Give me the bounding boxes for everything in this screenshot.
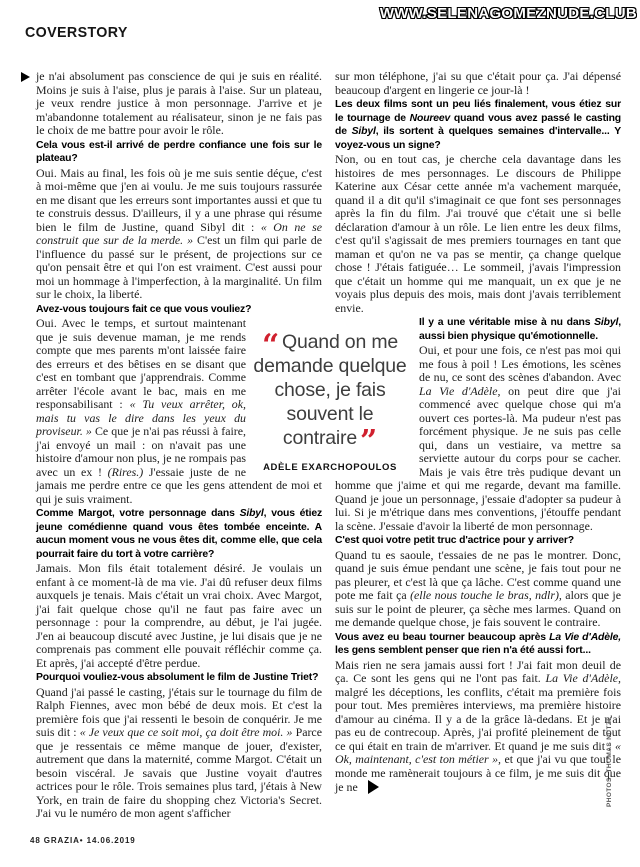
text-run: (elle nous touche le bras, ndlr), [410, 588, 562, 602]
text-run: Quand tu es saoule, t'essaies de ne pas le montrer. Donc, quand je suis émue pendant une scène, je fais tout pour ne pas pleurer, et c'est là que ça lâche. C'est comme quand une pote me fait ça [335, 547, 621, 602]
text-run: Pourquoi vouliez-vous absolument le film de Justine Triet? [36, 672, 319, 683]
text-run: Sibyl [351, 126, 376, 137]
text-run: quand vous avez passé le casting de [335, 112, 622, 137]
text-run: Oui. Avec le temps, et surtout maintenant que je suis devenue maman, je me rends compte que mes parents m'ont laissée faire des erreurs et des bêtises en se disant que c'est en tombant que j'apprendrais. Comme arrêter l'école avant le bac, mais en me responsabilisant : [36, 316, 246, 411]
answer-block [335, 549, 621, 630]
pull-quote [246, 330, 414, 480]
continued-from-arrow [21, 72, 30, 82]
magazine-name: GRAZIA [43, 836, 80, 845]
photo-credit: PHOTOS: THOMAS NUTZL [606, 716, 613, 807]
text-run: , aussi bien physique qu'émotionnelle. [419, 317, 621, 342]
text-run: La Vie d'Adèle, [549, 631, 621, 643]
text-run: alors que je suis sur le point de pleurer, ça sèche mes larmes. Quand on me demande quelque chose, je fais souvent le contraire. [335, 588, 621, 629]
section-kicker: COVERSTORY [25, 24, 128, 41]
text-run: sur mon téléphone, j'ai su que c'était pour ça. J'ai dépensé beaucoup d'argent en lingerie ce jour-là ! [335, 69, 621, 97]
answer-block [36, 70, 322, 138]
text-run: (Rires.) [107, 464, 144, 479]
text-run: Ce que je n'ai pas réussi à faire, j'ai envoyé un mail : on n'avait pas une histoire d'amour non plus, je ne rompais pas avec un ex ! [36, 424, 246, 479]
text-run: les gens semblent penser que rien n'a été aussi fort... [335, 645, 591, 656]
text-run: Oui, et pour une fois, ce n'est pas moi qui me fous à poil ! Les émotions, les scènes de nu, ce sont des scènes d'abandon. Avec [419, 343, 621, 384]
text-run: Quand j'ai passé le casting, j'étais sur le tournage du film de Ralph Fiennes, avec mon bébé de deux mois. Et c'est la première fois que j'ai ressenti le besoin de conquérir. Je me suis dit : [36, 684, 322, 739]
question-block [36, 139, 322, 166]
text-run: « Je veux que ce soit moi, ça doit être moi. » [79, 725, 293, 739]
text-run: « On ne se construit que sur de la merde. » [36, 219, 323, 247]
text-run: Sibyl [594, 317, 619, 328]
page-number: 48 [30, 836, 41, 845]
text-run: « Tu veux arrêter, ok, mais tu vas le dire dans les yeux du proviseur. » [36, 397, 246, 438]
answer-block [335, 153, 621, 315]
text-run: et que j'ai vu que tout le monde me ramènerait toujours à ce film, je me suis dit que je ne [335, 752, 621, 794]
text-run: Cela vous est-il arrivé de perdre confiance une fois sur le plateau? [36, 139, 322, 164]
answer-block [36, 686, 322, 821]
answer-block [335, 70, 621, 97]
open-quote-mark: “ [261, 328, 280, 363]
question-block [335, 534, 621, 548]
text-run: Vous avez eu beau tourner beaucoup après [335, 631, 550, 643]
text-run: La Vie d'Adèle, [545, 671, 622, 685]
text-run: , ils sortent à quelques semaines d'intervalle... Y voyez-vous un signe? [335, 126, 621, 151]
text-run: Il y a une véritable mise à nu dans [419, 317, 595, 328]
watermark-text: WWW.SELENAGOMEZNUDE.CLUB [379, 5, 637, 22]
question-block [36, 507, 322, 561]
text-run: J'essaie juste de ne jamais me perdre entre ce que les gens attendent de moi et qui je suis vraiment. [36, 464, 322, 506]
text-run: Sibyl [239, 508, 264, 519]
text-run: Avez-vous toujours fait ce que vous vouliez? [36, 303, 252, 315]
text-run: « Ok, maintenant, c'est ton métier », [335, 738, 621, 766]
text-run: C'est un film qui parle de l'influence du passé sur le présent, de projections sur ce qu'on pensait être et qui l'on est vraiment. C'est aussi pour moi un hommage à l'imperfection, à la marginalité. Un film sur le choix, la liberté. [36, 233, 322, 301]
answer-block [36, 167, 322, 302]
pull-quote-text: Quand on me demande quelque chose, je fais souvent le contraire [253, 331, 407, 449]
text-run: Mais rien ne sera jamais aussi fort ! J'ai fait mon deuil de ça. Ce sont les gens qui ne l'ont pas fait. [335, 657, 621, 685]
text-run: on peut dire que j'ai commencé avec quelque chose qui m'a ouvert ces portes-là. Ma pudeur n'est pas forcément physique. Je ne suis pas celle qui, dans un vestiaire, va mettre sa serviette autour du corps pour se cacher. Mais je vais être très pudique devant un homme que j'aime et qui me regarde, devant ma famille. Quand je joue un personnage, j'essaie d'adopter sa pudeur à lui. Si je m'étrique dans mes conventions, j'étouffe pendant la scène. J'essaie d'avoir la liberté de mon personnage. [335, 383, 621, 533]
text-run: je n'ai absolument pas conscience de qui je suis en réalité. Moins je suis à l'aise, plus je parais à l'aise. Sur un plateau, je veux rendre justice à mon personnage. J'arrive et je m'abandonne totalement au réalisateur, sinon je ne fais pas le choix de me battre pour avoir le rôle. [36, 69, 322, 137]
text-run: malgré les déceptions, les conflits, c'était ma première fois pour tout. Mes premières interviews, ma première histoire d'amour au cinéma. Il y a de la grâce là-dedans. Et je n'ai pas eu de contrecoup. Après, j'ai profité pleinement de tout ce qui était en train de m'arriver. Et quand je me suis dit : [335, 684, 621, 753]
issue-date: 14.06.2019 [86, 836, 136, 845]
text-run: Parce que je ressentais ce même manque de jouer, d'exister, autrement que dans la maternité, comme Margot. C'était un besoin viscéral. Je savais que Justine voyait d'autres actrices pour le rôle. Trois semaines plus tard, j'étais à New York, en train de faire du shopping chez Victoria's Secret. J'ai vu le numéro de mon agent s'afficher [36, 725, 322, 820]
answer-block [36, 562, 322, 670]
pull-quote-attribution: ADÈLE EXARCHOPOULOS [263, 462, 397, 473]
continues-on-arrow [368, 780, 379, 794]
text-run: C'est quoi votre petit truc d'actrice pour y arriver? [335, 535, 574, 546]
close-quote-mark: ” [360, 424, 378, 459]
text-run: Comme Margot, votre personnage dans [36, 508, 240, 519]
page-footer [30, 836, 136, 845]
text-run: Jamais. Mon fils était totalement désiré. Je voulais un enfant à ce moment-là de ma vie. J'ai dû refuser deux films auxquels je tenais. Mais c'était un vrai choix. Avec Margot, j'ai fait quelque chose qu'il ne faut pas faire avec un personnage : pour la comprendre, au début, je l'ai jugée. J'en ai beaucoup discuté avec Justine, je lui disais que je ne comprenais pas comment elle pouvait réfléchir comme ça. Et après, j'ai accepté d'être perdue. [36, 561, 322, 670]
question-block [335, 631, 621, 658]
footer-separator: • [79, 836, 84, 845]
text-run: Les deux films sont un peu liés finalement, vous étiez sur le tournage de [335, 99, 621, 124]
text-run: Non, ou en tout cas, je cherche cela davantage dans les histoires de mes personnages. Le discours de Philippe Katerine aux César cette année m'a vachement marquée, quand il a dit qu'il s'imaginait ce que font ses personnages après la fin du film. J'ai trouvé que c'était une si belle déclaration d'amour à un rôle. Le lien entre les deux films, c'est qu'il s'agissait de mes premiers tournages en tant que maman et qu'on ne va pas se mentir, ça change quelque chose ! J'étais fatiguée… Le sommeil, j'avais l'impression que c'était un homme qui me manquait, un ex que je ne voyais plus depuis des mois, mais dont j'avais terriblement envie. [335, 152, 621, 315]
text-run: , vous étiez jeune comédienne quand vous êtes tombée enceinte. A aucun moment vous ne vous êtes dit, comme elle, que cela pourrait faire du tort à votre carrière? [36, 508, 323, 560]
text-run: La Vie d'Adèle, [419, 383, 501, 398]
text-run: Oui. Mais au final, les fois où je me suis sentie déçue, c'est à moi-même que j'en ai voulu. Je me suis toujours rassurée en me disant que les erreurs sont importantes aussi et que tu te construis dessus. D'ailleurs, il y a une phrase qui résume bien le film de Justine, quand Sibyl dit : [36, 165, 322, 234]
text-run: Noureev [409, 112, 451, 124]
question-block [36, 303, 322, 317]
answer-block [335, 659, 621, 795]
question-block [335, 98, 621, 152]
question-block [36, 671, 322, 685]
